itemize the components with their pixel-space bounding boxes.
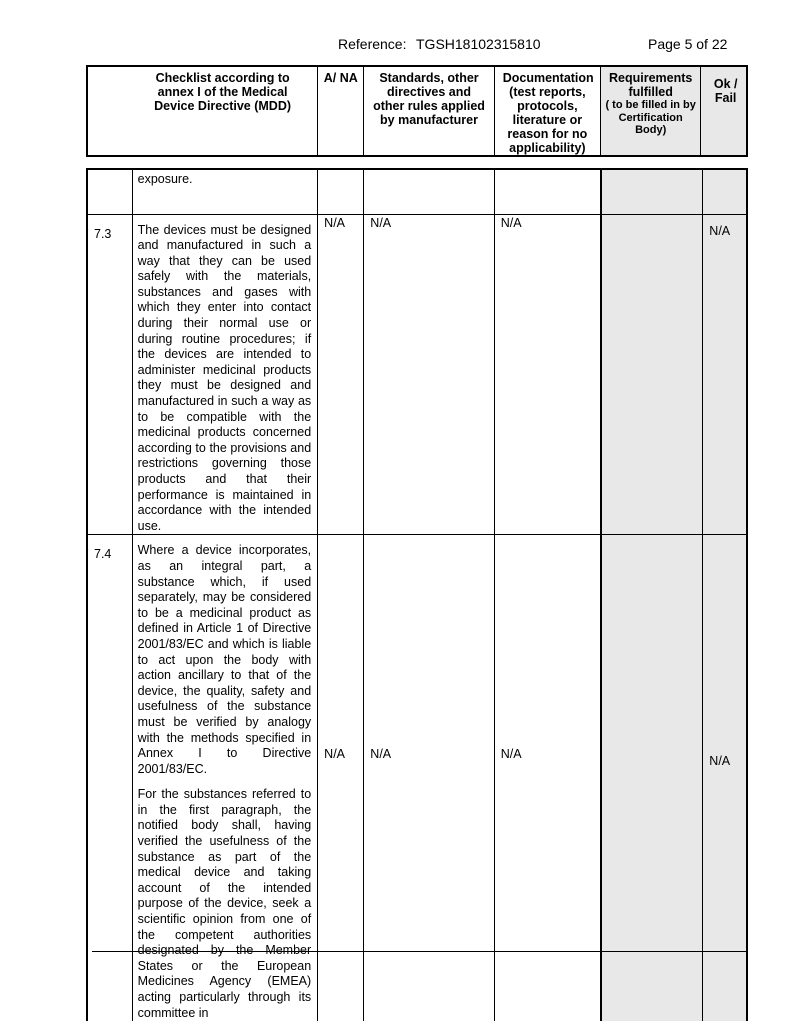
column-header-table xyxy=(86,65,748,157)
row-requirement-text: exposure. xyxy=(132,169,318,214)
row-a-na xyxy=(318,169,364,214)
row-documentation: N/A xyxy=(494,535,600,1021)
row-standards xyxy=(364,169,494,214)
header-documentation: Documentation (test reports, protocols, literature or reason for no applicability) xyxy=(494,66,600,156)
header-checklist: Checklist according to annex I of the Medical Device Directive (MDD) xyxy=(154,71,292,113)
row-ok-fail: N/A xyxy=(703,214,747,535)
header-requirements-sub: ( to be filled in by Certification Body) xyxy=(605,99,696,136)
row-requirements-fulfilled xyxy=(601,214,703,535)
reference-value: TGSH18102315810 xyxy=(416,36,541,52)
header-requirements xyxy=(601,66,701,156)
row-standards: N/A xyxy=(364,214,494,535)
row-number xyxy=(87,169,132,214)
row-a-na: N/A xyxy=(318,535,364,1021)
row-requirement-text: Where a device incorporates, as an integral part, a substance which, if used separately, may be considered to be a medicinal product as defined in Article 1 of Directive 2001/83/EC and which is liable to act upon the body with action ancillary to that of the device, the quality, safety and usefulness of the substance must be verified by analogy with the methods specified in Annex I to Directive 2001/83/EC. For the substances referred to in the first paragraph, the notified body shall, having verified the usefulness of the substance as part of the medical device and taking account of the intended purpose of the device, seek a scientific opinion from one of the competent authorities designated by the Member States or the European Medicines Agency (EMEA) acting particularly through its committee in xyxy=(132,535,318,1021)
checklist-table xyxy=(86,168,748,1021)
header-a-na: A/ NA xyxy=(318,66,364,156)
page-number: Page 5 of 22 xyxy=(648,36,728,52)
row-requirements-fulfilled xyxy=(601,169,703,214)
header-requirements-main: Requirements fulfilled xyxy=(608,71,693,99)
table-row xyxy=(87,535,747,1021)
row-ok-fail xyxy=(703,169,747,214)
row-standards: N/A xyxy=(364,535,494,1021)
table-row xyxy=(87,214,747,535)
row-requirement-text: The devices must be designed and manufactured in such a way that they can be used safely with the materials, substances and gases with which they enter into contact during their normal use or during routine procedures; if the devices are intended to administer medicinal products they must be designed and manufactured in such a way as to be compatible with the medicinal products concerned according to the provisions and restrictions governing those products and that their performance is maintained in accordance with the intended use. xyxy=(132,214,318,535)
row-requirements-fulfilled xyxy=(601,535,703,1021)
page-bottom-rule xyxy=(92,951,748,952)
row-a-na: N/A xyxy=(318,214,364,535)
row-documentation xyxy=(494,169,600,214)
row-number: 7.3 xyxy=(87,214,132,535)
table-row xyxy=(87,169,747,214)
header-standards: Standards, other directives and other rules applied by manufacturer xyxy=(364,66,494,156)
row-number: 7.4 xyxy=(94,547,112,562)
reference-label: Reference: xyxy=(338,36,407,52)
row-documentation: N/A xyxy=(494,214,600,535)
row-ok-fail: N/A xyxy=(703,535,747,1021)
header-ok-fail: Ok / Fail xyxy=(701,66,747,156)
